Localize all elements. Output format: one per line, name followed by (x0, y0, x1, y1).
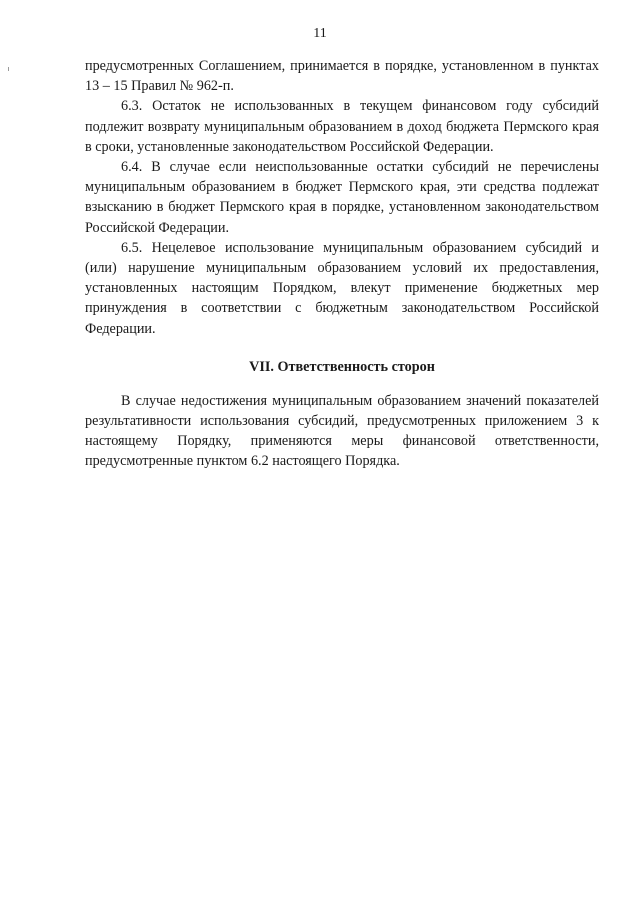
paragraph-continuation: предусмотренных Соглашением, принимается в порядке, установленном в пунктах 13 – 15 Правил № 962-п. (85, 58, 599, 95)
paragraph-item-6-5: 6.5. Нецелевое использование муниципальным образованием субсидий и (или) нарушение муниципальным образованием условий их предоставления, установленных настоящим Порядком, влекут применение бюджетных мер принуждения в соответствии с бюджетным законодательством Российской Федерации. (85, 239, 599, 337)
paragraph-item-6-3: 6.3. Остаток не использованных в текущем финансовом году субсидий подлежит возврату муниципальным образованием в доход бюджета Пермского края в сроки, установленные законодательством Российской Федерации. (85, 98, 599, 155)
page-number: 11 (313, 26, 327, 41)
paragraph-item-6-4: 6.4. В случае если неиспользованные остатки субсидий не перечислены муниципальным образованием в бюджет Пермского края, эти средства подлежат взысканию в бюджет Пермского края в порядке, установленном законодательством Российской Федерации. (85, 159, 599, 236)
paragraph-section-7-body: В случае недостижения муниципальным образованием значений показателей результативности использования субсидий, предусмотренных приложением 3 к настоящему Порядку, применяются меры финансовой ответственности, предусмотренные пунктом 6.2 настоящего Порядка. (85, 392, 599, 470)
section-heading: VII. Ответственность сторон (249, 358, 435, 375)
scan-margin-mark (8, 67, 9, 71)
document-body (85, 56, 599, 472)
